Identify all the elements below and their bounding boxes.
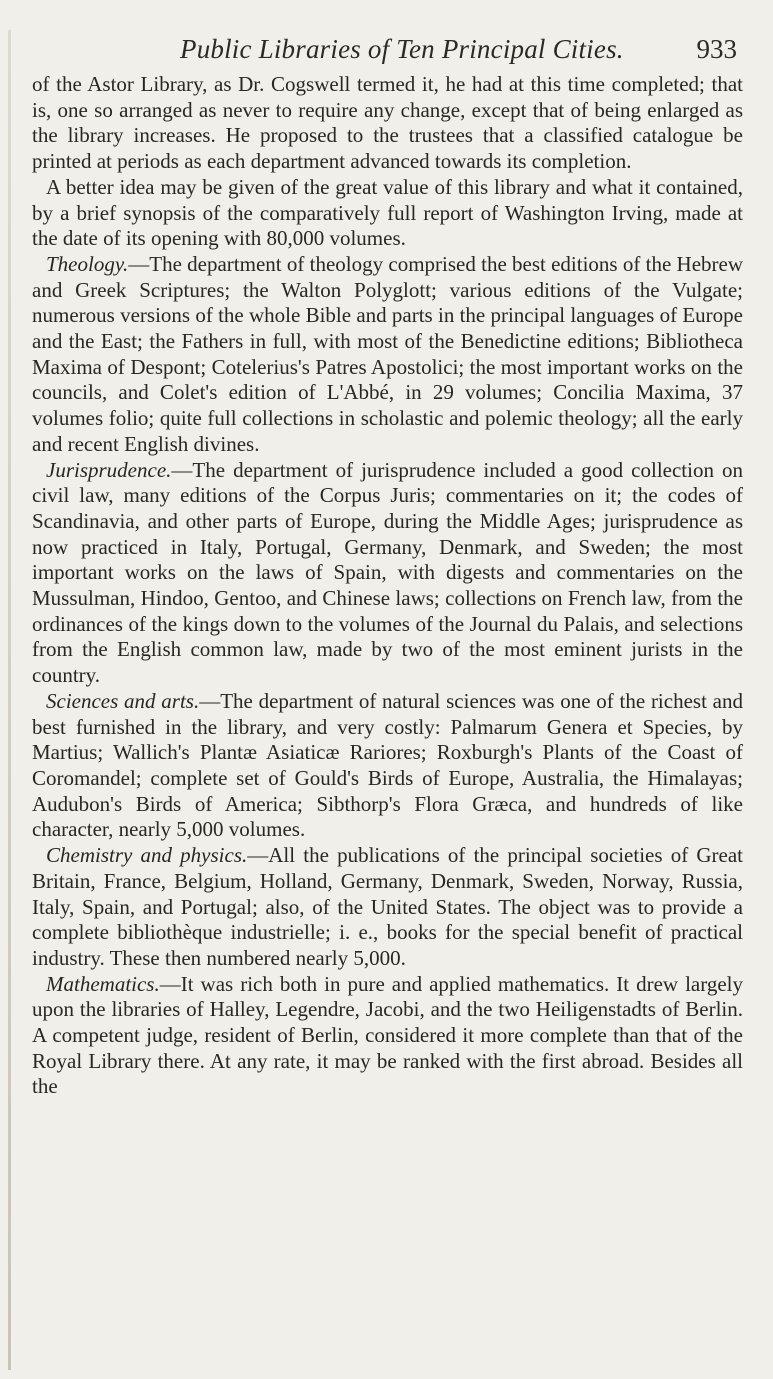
page-edge-shadow	[8, 30, 11, 1370]
paragraph-synopsis-intro	[32, 175, 743, 252]
paragraph-text: —All the publications of the principal societies of Great Britain, France, Belgium, Holland, Germany, Denmark, Sweden, Norway, Russia, Italy, Spain, and Portugal; also, of the United States. The object was to provide a complete bibliothèque industrielle; i. e., books for the special benefit of practical industry. These then numbered nearly 5,000.	[32, 843, 743, 970]
page-number: 933	[696, 34, 737, 64]
paragraph-text: —It was rich both in pure and applied mathematics. It drew largely upon the libraries of Halley, Legendre, Jacobi, and the two Heiligenstadts of Berlin. A competent judge, resident of Berlin, considered it more complete than that of the Royal Library there. At any rate, it may be ranked with the first abroad. Besides all the	[32, 971, 743, 1099]
section-heading-jurisprudence: Jurisprudence.	[46, 457, 172, 482]
paragraph-text: —The department of theology comprised the best editions of the Hebrew and Greek Scriptures; the Walton Polyglott; various editions of the Vulgate; numerous versions of the whole Bible and parts in the principal languages of Europe and the East; the Fathers in full, with most of the Benedictine editions; Bibliotheca Maxima of Despont; Cotelerius's Patres Apostolici; the most important works on the councils, and Colet's edition of L'Abbé, in 29 volumes; Concilia Maxima, 37 volumes folio; quite full collections in scholastic and polemic theology; all the early and recent English divines.	[32, 251, 743, 456]
paragraph-text: —The department of jurisprudence included a good collection on civil law, many editions of the Corpus Juris; commentaries on it; the codes of Scandinavia, and other parts of Europe, during the Middle Ages; jurisprudence as now practiced in Italy, Portugal, Germany, Denmark, and Sweden; the most important works on the laws of Spain, with digests and commentaries on the Mussulman, Hindoo, Gentoo, and Chinese laws; collections on French law, from the ordinances of the kings down to the volumes of the Journal du Palais, and selections from the English common law, made by two of the most eminent jurists in the country.	[32, 457, 743, 688]
paragraph-sciences-arts	[32, 689, 743, 843]
paragraph-text: A better idea may be given of the great value of this library and what it contained, by a brief synopsis of the comparatively full report of Washington Irving, made at the date of its opening with 80,000 volumes.	[32, 174, 743, 251]
section-heading-theology: Theology.	[46, 251, 129, 276]
running-title: Public Libraries of Ten Principal Cities.	[180, 34, 624, 64]
section-heading-mathematics: Mathematics.	[46, 971, 160, 996]
section-heading-sciences-arts: Sciences and arts.	[46, 688, 200, 713]
section-heading-chemistry-physics: Chemistry and physics.	[46, 843, 248, 868]
paragraph-theology	[32, 252, 743, 458]
paragraph-chemistry-physics	[32, 843, 743, 972]
paragraph-astor-catalogue	[32, 72, 743, 175]
paragraph-mathematics	[32, 972, 743, 1101]
body-text	[32, 72, 743, 1100]
paragraph-text: of the Astor Library, as Dr. Cogswell termed it, he had at this time completed; that is, one so arranged as never to require any change, except that of being enlarged as the library increases. He proposed to the trustees that a classified catalogue be printed at periods as each department advanced towards its completion.	[32, 72, 743, 174]
paragraph-jurisprudence	[32, 458, 743, 689]
page-header	[32, 28, 743, 72]
paragraph-text: —The department of natural sciences was one of the richest and best furnished in the library, and very costly: Palmarum Genera et Species, by Martius; Wallich's Plantæ Asiaticæ Rariores; Roxburgh's Plants of the Coast of Coromandel; complete set of Gould's Birds of Europe, Australia, the Himalayas; Audubon's Birds of America; Sibthorp's Flora Græca, and hundreds of like character, nearly 5,000 volumes.	[32, 688, 743, 842]
